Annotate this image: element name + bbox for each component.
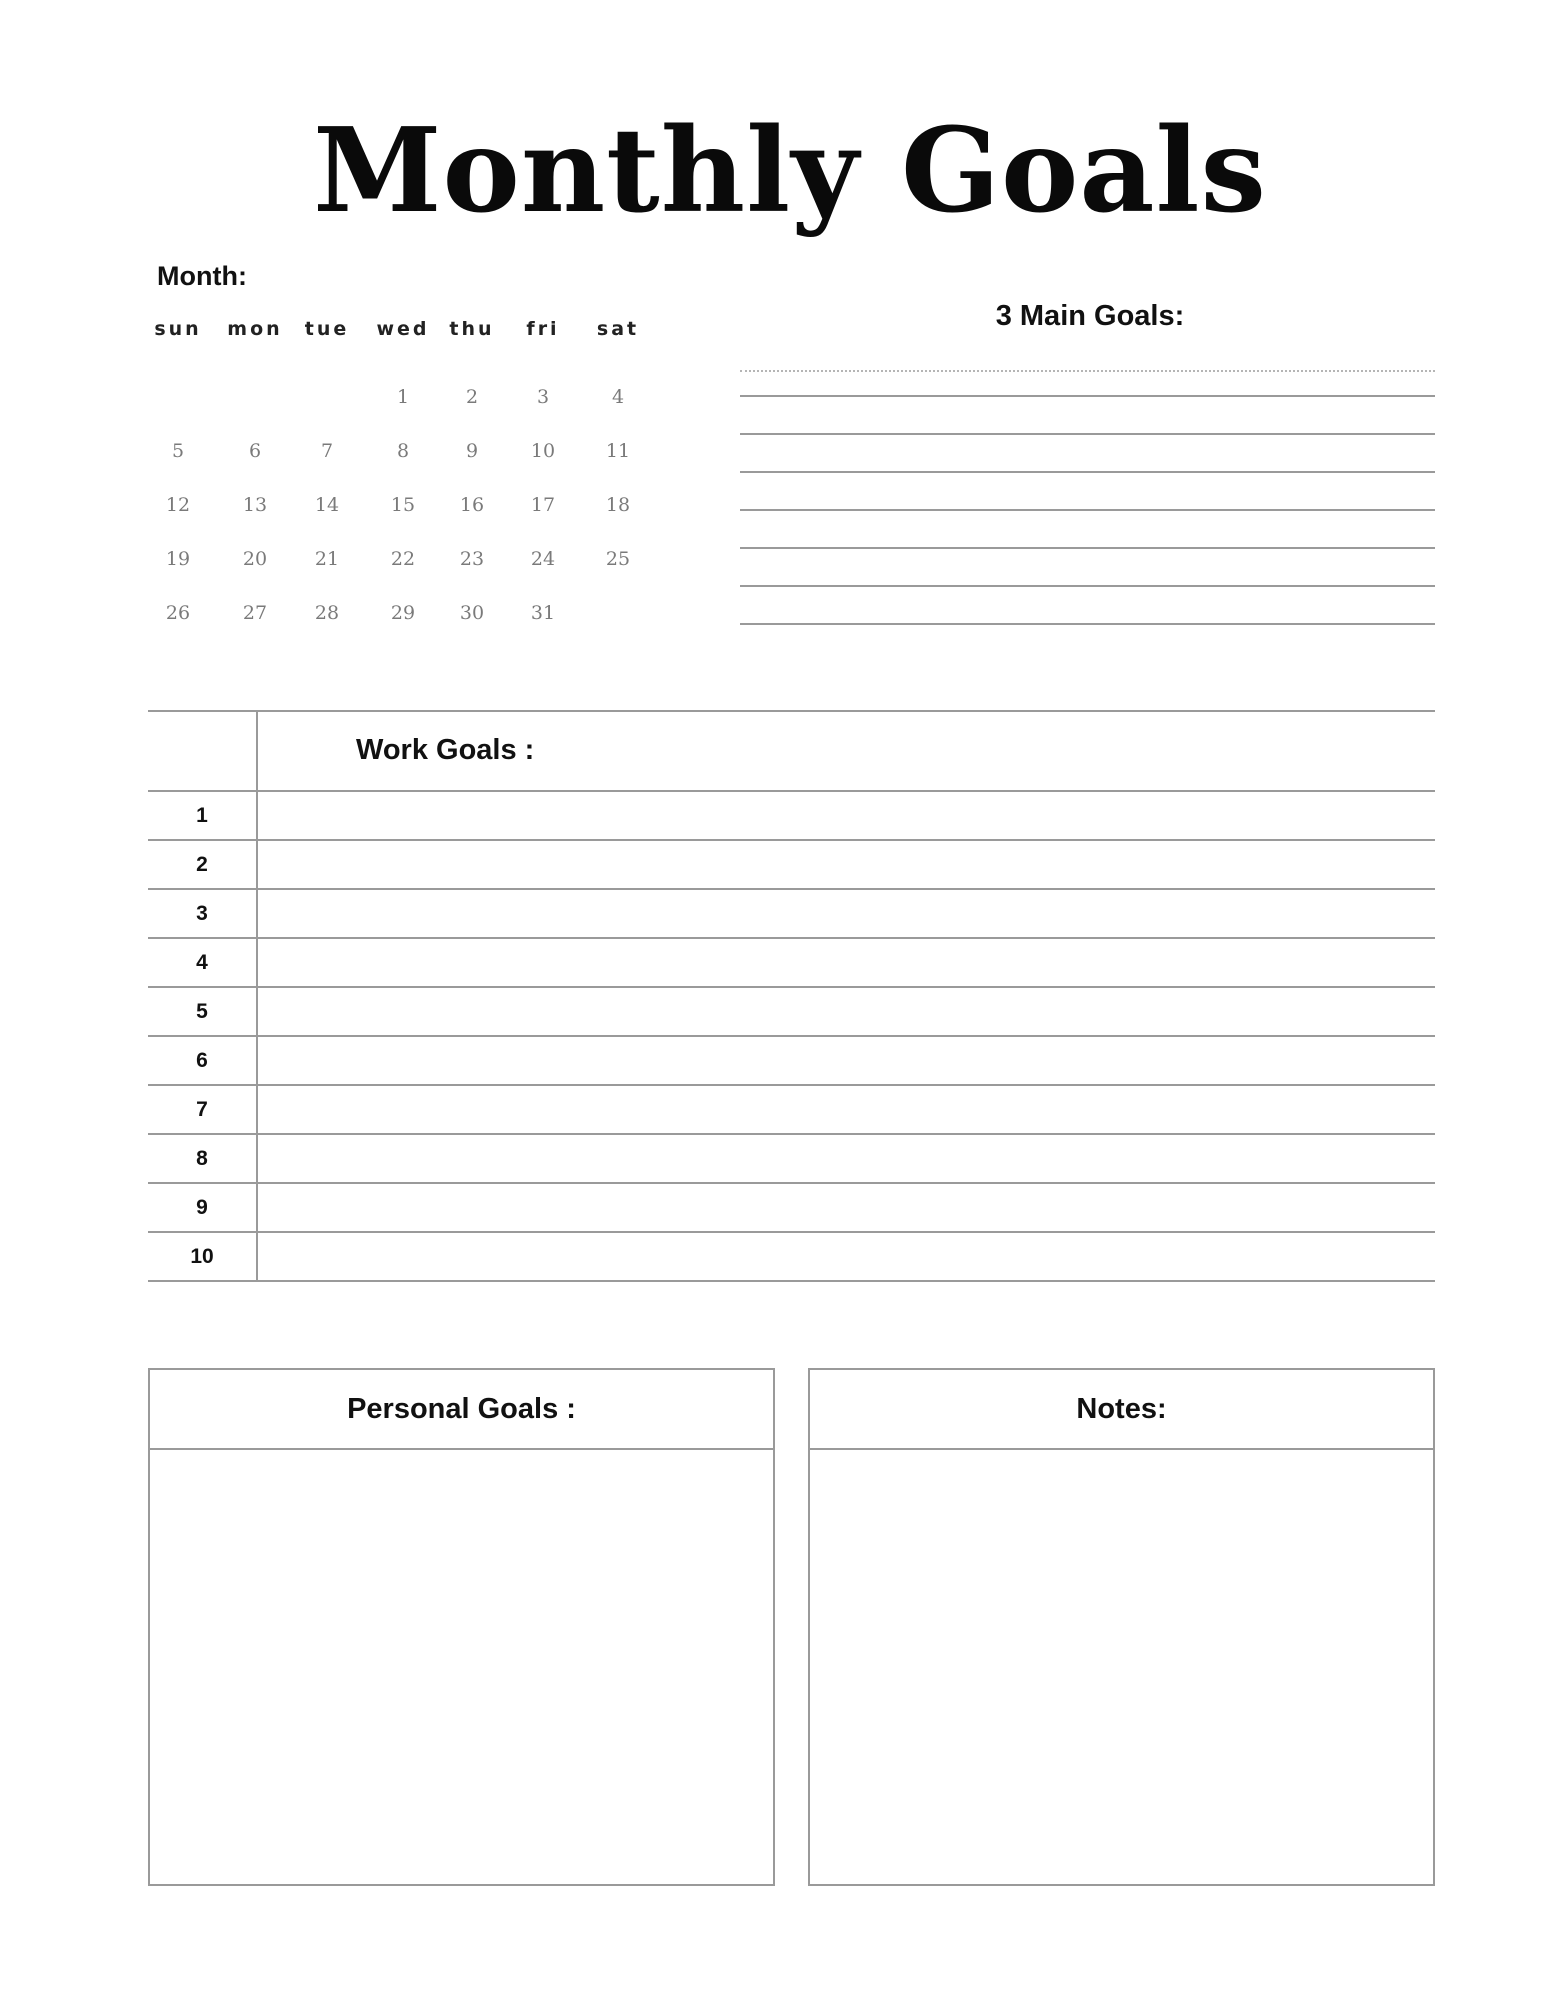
weekday-wed: wed bbox=[376, 318, 430, 340]
work-goal-entry[interactable] bbox=[256, 988, 1435, 1035]
work-goals-table bbox=[148, 710, 1435, 1282]
calendar-day[interactable]: 19 bbox=[165, 548, 191, 570]
calendar-day[interactable]: 11 bbox=[605, 440, 631, 462]
work-goal-entry[interactable] bbox=[256, 1135, 1435, 1182]
work-goal-row bbox=[148, 841, 1435, 890]
weekday-fri: fri bbox=[526, 318, 560, 340]
calendar-day[interactable]: 30 bbox=[459, 602, 485, 624]
work-goal-number: 1 bbox=[196, 804, 208, 827]
calendar-day[interactable]: 26 bbox=[165, 602, 191, 624]
calendar-day[interactable]: 27 bbox=[242, 602, 268, 624]
work-goal-entry[interactable] bbox=[256, 1184, 1435, 1231]
weekday-sun: sun bbox=[154, 318, 202, 340]
work-goals-rows bbox=[148, 792, 1435, 1282]
personal-goals-box bbox=[148, 1368, 775, 1886]
main-goals-line[interactable] bbox=[740, 547, 1435, 549]
work-goal-row bbox=[148, 1233, 1435, 1282]
work-goal-row bbox=[148, 1037, 1435, 1086]
work-goals-number-column bbox=[256, 712, 258, 790]
work-goal-number: 2 bbox=[196, 853, 208, 876]
calendar-day[interactable]: 29 bbox=[390, 602, 416, 624]
calendar-day[interactable]: 22 bbox=[390, 548, 416, 570]
work-goal-number: 8 bbox=[196, 1147, 208, 1170]
work-goal-number: 4 bbox=[196, 951, 208, 974]
calendar-day[interactable]: 3 bbox=[536, 386, 550, 408]
calendar-day[interactable]: 17 bbox=[530, 494, 556, 516]
calendar-day[interactable]: 2 bbox=[465, 386, 479, 408]
work-goals-title: Work Goals : bbox=[356, 734, 535, 766]
work-goal-entry[interactable] bbox=[256, 792, 1435, 839]
calendar-day[interactable]: 31 bbox=[530, 602, 556, 624]
calendar-day[interactable]: 5 bbox=[171, 440, 185, 462]
main-goals-line[interactable] bbox=[740, 509, 1435, 511]
notes-area[interactable] bbox=[810, 1450, 1433, 1884]
work-goal-entry[interactable] bbox=[256, 841, 1435, 888]
weekday-sat: sat bbox=[596, 318, 640, 340]
calendar-day[interactable]: 20 bbox=[242, 548, 268, 570]
main-goals-title: 3 Main Goals: bbox=[995, 300, 1185, 332]
work-goal-number: 6 bbox=[196, 1049, 208, 1072]
work-goal-row bbox=[148, 939, 1435, 988]
calendar-day[interactable]: 15 bbox=[390, 494, 416, 516]
work-goal-number: 7 bbox=[196, 1098, 208, 1121]
work-goal-entry[interactable] bbox=[256, 890, 1435, 937]
work-goal-row bbox=[148, 1135, 1435, 1184]
main-goals-line[interactable] bbox=[740, 585, 1435, 587]
work-goal-row bbox=[148, 890, 1435, 939]
personal-goals-area[interactable] bbox=[150, 1450, 773, 1884]
calendar-day[interactable]: 1 bbox=[396, 386, 410, 408]
calendar-day[interactable]: 10 bbox=[530, 440, 556, 462]
main-goals-line[interactable] bbox=[740, 395, 1435, 397]
notes-box bbox=[808, 1368, 1435, 1886]
weekday-tue: tue bbox=[304, 318, 350, 340]
work-goal-entry[interactable] bbox=[256, 1037, 1435, 1084]
main-goals-line[interactable] bbox=[740, 433, 1435, 435]
work-goal-number: 10 bbox=[190, 1245, 214, 1268]
work-goal-number: 9 bbox=[196, 1196, 208, 1219]
calendar-day[interactable]: 16 bbox=[459, 494, 485, 516]
calendar-day[interactable]: 9 bbox=[465, 440, 479, 462]
main-goals-line[interactable] bbox=[740, 370, 1435, 372]
weekday-thu: thu bbox=[449, 318, 495, 340]
month-label: Month: bbox=[157, 261, 247, 291]
work-goal-row bbox=[148, 988, 1435, 1037]
calendar-day[interactable]: 4 bbox=[611, 386, 625, 408]
calendar-day[interactable]: 14 bbox=[314, 494, 340, 516]
work-goal-entry[interactable] bbox=[256, 1086, 1435, 1133]
calendar-day[interactable]: 6 bbox=[248, 440, 262, 462]
work-goal-number: 3 bbox=[196, 902, 208, 925]
calendar-day[interactable]: 12 bbox=[165, 494, 191, 516]
work-goal-entry[interactable] bbox=[256, 939, 1435, 986]
calendar-day[interactable]: 21 bbox=[314, 548, 340, 570]
work-goals-header bbox=[148, 710, 1435, 792]
calendar-day[interactable]: 25 bbox=[605, 548, 631, 570]
weekday-mon: mon bbox=[227, 318, 283, 340]
main-goals-line[interactable] bbox=[740, 471, 1435, 473]
calendar-day[interactable]: 24 bbox=[530, 548, 556, 570]
calendar-day[interactable]: 18 bbox=[605, 494, 631, 516]
work-goal-number: 5 bbox=[196, 1000, 208, 1023]
calendar-day[interactable]: 8 bbox=[396, 440, 410, 462]
personal-goals-title: Personal Goals : bbox=[150, 1370, 773, 1450]
main-goals-line[interactable] bbox=[740, 623, 1435, 625]
calendar-day[interactable]: 28 bbox=[314, 602, 340, 624]
work-goal-row bbox=[148, 1184, 1435, 1233]
work-goal-entry[interactable] bbox=[256, 1233, 1435, 1280]
page-title: Monthly Goals bbox=[313, 103, 1267, 239]
calendar-day[interactable]: 13 bbox=[242, 494, 268, 516]
work-goal-row bbox=[148, 1086, 1435, 1135]
calendar-day[interactable]: 7 bbox=[320, 440, 334, 462]
work-goal-row bbox=[148, 792, 1435, 841]
calendar-day[interactable]: 23 bbox=[459, 548, 485, 570]
notes-title: Notes: bbox=[810, 1370, 1433, 1450]
